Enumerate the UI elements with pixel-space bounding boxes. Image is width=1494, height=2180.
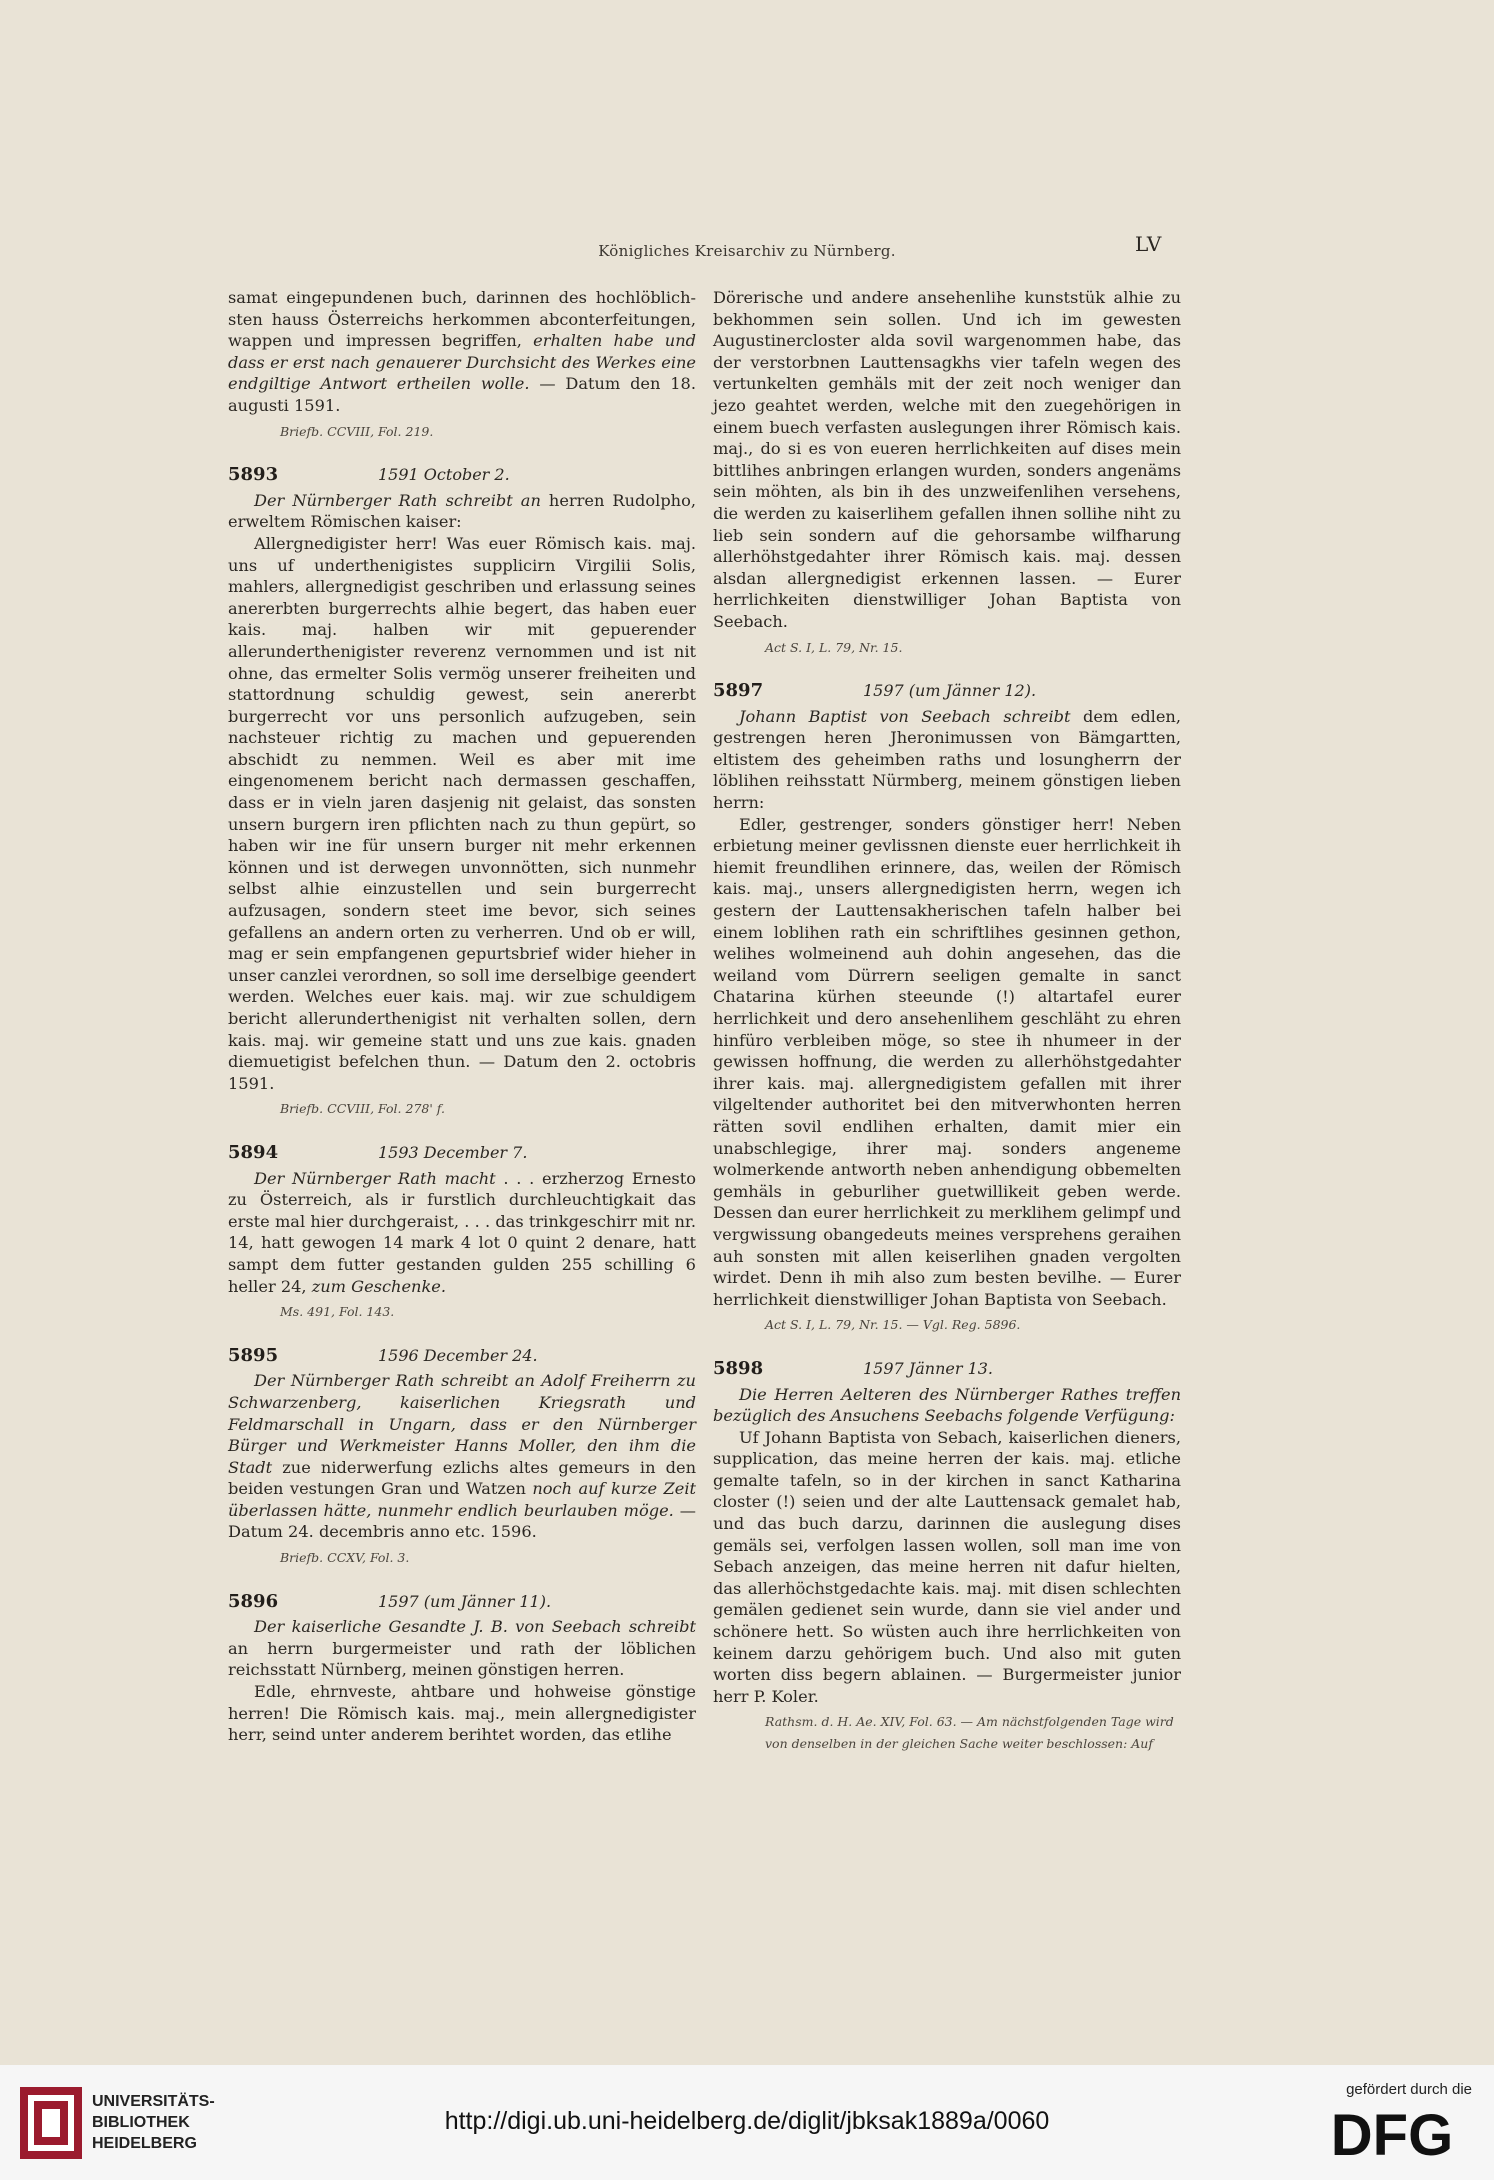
entry-date: 1597 Jänner 13.: [863, 1358, 994, 1378]
entry-5893: [228, 464, 696, 1120]
digitization-footer: [0, 2065, 1494, 2180]
entry-lead: Der kaiserliche Gesandte J. B. von Seebach schreibt an herrn burgermeister und rath der löblichen reichsstatt Nürnberg, meinen gönstigen herren.: [228, 1617, 696, 1680]
entry-number: 5897: [713, 680, 764, 702]
entry-date: 1597 (um Jänner 11).: [378, 1591, 552, 1611]
entry-number: 5896: [228, 1590, 279, 1612]
entry-5898: [713, 1358, 1181, 1755]
entry-5894: [228, 1142, 696, 1323]
entry-body: Allergnedigister herr! Was euer Römisch kais. maj. uns uf underthenigistes supplicirn Virgilii Solis, mahlers, allergnedigist geschriben und erlassung seines anererbten burgerrechts alhie begert, das haben euer kais. maj. halben wir mit gepuerender allerunderthenigister reverenz vernommen und ist nit ohne, das ermelter Solis vermög unserer freiheiten und stattordnung schuldig gewest, sein anererbt burgerrecht vor uns personlich aufzugeben, sein nachsteuer richtig zu machen und gepuerenden abschidt zu nemmen. Weil es aber mit ime eingenomenem bericht nach dermassen geschaffen, dass er in vieln jaren dasjenig nit gelaist, das sonsten unsern burgern iren pflichten nach zu thun gepürt, so haben wir ine für unsern burger nit mehr erkennen können und ist derwegen unvonnötten, sich nunmehr selbst alhie einzustellen und sein burgerrecht aufzusagen, sondern steet ime bevor, sich seines gefallens an andern orten zu verherren. Und ob er will, mag er sein empfangenen gepurtsbrief wider hieher in unser canzlei verordnen, so soll ime derselbige geendert werden. Welches euer kais. maj. wir zue schuldigem bericht allerunderthenigist nit verhalten sollen, dern kais. maj. wir gemeine statt und uns zue kais. gnaden diemuetigist befelchen thun. — Datum den 2. octobris 1591.: [228, 533, 696, 1093]
funding-note: gefördert durch die: [1346, 2081, 1472, 2098]
source-reference: Rathsm. d. H. Ae. XIV, Fol. 63. — Am nächstfolgenden Tage wird von denselben in der gleichen Sache weiter beschlossen: Auf: [765, 1714, 1174, 1751]
left-column: [228, 287, 696, 1746]
entry-date: 1591 October 2.: [378, 465, 510, 485]
entry-number: 5895: [228, 1344, 279, 1366]
source-reference: Act S. I, L. 79, Nr. 15. — Vgl. Reg. 5896.: [765, 1317, 1021, 1333]
entry-date: 1596 December 24.: [378, 1345, 538, 1365]
entry-lead: Der Nürnberger Rath schreibt an Adolf Freiherrn zu Schwarzenberg, kaiserlichen Kriegsrath und Feldmarschall in Ungarn, dass er den Nürnberger Bürger und Werkmeister Hanns Moller, den ihm die Stadt zue niderwerfung ezlichs altes gemeurs in den beiden vestungen Gran und Watzen noch auf kurze Zeit überlassen hätte, nunmehr endlich beurlauben möge. — Datum 24. decembris anno etc. 1596.: [228, 1371, 697, 1542]
page-number: LV: [1135, 232, 1163, 256]
entry-number: 5893: [228, 464, 279, 486]
dfg-logo-icon: [1312, 2103, 1472, 2163]
right-column: [713, 287, 1181, 1769]
entry-lead: Johann Baptist von Seebach schreibt dem edlen, gestrengen heren Jheronimussen von Bämgartten, eltistem des geheimben raths und losungherrn der löblihen reihsstatt Nürmberg, meinem gönstigen lieben herrn:: [713, 706, 1181, 813]
intro-paragraph: samat eingepundenen buch, darinnen des hochlöblich- sten hauss Österreichs herkommen abconterfeitungen, wappen und impressen begriffen, erhalten habe und dass er erst nach genauerer Durchsicht des Werkes eine endgiltige Antwort ertheilen wolle. — Datum den 18. augusti 1591.: [228, 288, 697, 415]
entry-date: 1593 December 7.: [378, 1142, 528, 1162]
entry-5896: [228, 1591, 696, 1746]
running-header: Königliches Kreisarchiv zu Nürnberg.: [598, 242, 896, 260]
source-reference: Act S. I, L. 79, Nr. 15.: [765, 639, 903, 655]
entry-date: 1597 (um Jänner 12).: [863, 681, 1037, 701]
svg-text:DFG: DFG: [1330, 2103, 1454, 2163]
source-reference: Briefb. CCVIII, Fol. 278' f.: [280, 1101, 445, 1117]
entry-number: 5894: [228, 1141, 279, 1163]
entry-body: Edle, ehrnveste, ahtbare und hohweise gönstige herren! Die Römisch kais. maj., mein allergnedigister herr, seind unter anderem berihtet worden, das etlihe: [228, 1682, 696, 1745]
source-reference: Briefb. CCVIII, Fol. 219.: [280, 423, 434, 439]
library-name: UNIVERSITÄTS- BIBLIOTHEK HEIDELBERG: [92, 2093, 215, 2152]
entry-body: Edler, gestrenger, sonders gönstiger herr! Neben erbietung meiner gevlissnen dienste euer herrlichkeit ih hiemit freundlihen erinnere, das, weilen der Römisch kais. maj., unsers allergnedigisten herrn, wegen ich gestern der Lauttensakherischen tafeln halber bei einem loblihen rath ein schriftlihes gesinnen gethon, welihes wolmeinend auh dohin angesehen, das die weiland vom Dürrern seeligen gemalte in sanct Chatarina kürhen steeunde (!) altartafel eurer herrlichkeit und dero ansehenlihem geschläht zu ehren hinfüro verbleiben möge, so stee ih nhumeer in der gewissen hoffnung, die werden zu allerhöhstgedahter ihrer kais. maj. allergnedigistem gefallen mit ihrer vilgeltender authoritet bei den mitverwhonten herren rätten sovil endlihen erhalten, damit mier ein unabschlegige, ihrer maj. sonders angeneme wolmerkende antworth neben anhendigung obbemelten gemhäls in geburliher guetwillikeit geben werde. Dessen dan eurer herrlichkeit zu merklihem gelimpf und vergwissung obangedeuts meines versprehens geraihen auh sonsten mit allen keiserlihen gnaden vergolten wirdet. Denn ih mih also zum besten bevilhe. — Eurer herrlichkeit dienstwilliger Johan Baptista von Seebach.: [713, 814, 1181, 1309]
source-reference: Briefb. CCXV, Fol. 3.: [280, 1550, 410, 1566]
entry-body: Uf Johann Baptista von Sebach, kaiserlichen dieners, supplication, das meine herren der kais. maj. etliche gemalte tafeln, so in der kirchen in sanct Katharina closter (!) seien und der alte Lauttensack gemalet hab, und das buch darzu, darinnen die auslegung dises gemäls sei, verfolgen lassen wollen, soll man ime von Sebach anzeigen, das meine herren nit dafur hielten, das allerhöchstgedachte kais. maj. mit disen schlechten gemälen gedienet sein wurde, dann sie viel ander und schönere hett. So wüsten auch ihre herrlichkeiten von keinem darzu gehörigem buch. Und also mit guten worten diss begern ablainen. — Burgermeister junior herr P. Koler.: [713, 1427, 1181, 1706]
entry-5895: [228, 1345, 696, 1569]
entry-lead: Die Herren Aelteren des Nürnberger Rathes treffen bezüglich des Ansuchens Seebachs folgende Verfügung:: [713, 1384, 1181, 1426]
entry-lead: Der Nürnberger Rath macht . . . erzherzog Ernesto zu Österreich, als ir furstlich durchleuchtigkait das erste mal hier durchgeraist, . . . das trinkgeschirr mit nr. 14, hatt gewogen 14 mark 4 lot 0 quint 2 denare, hatt sampt dem futter gestanden gulden 255 schilling 6 heller 24, zum Geschenke.: [228, 1168, 696, 1296]
entry-5897: [713, 680, 1181, 1336]
continuation-paragraph: Dörerische und andere ansehenlihe kunststük alhie zu bekhommen sein sollen. Und ich im gewesten Augustinercloster alda sovil wargenommen habe, das der verstorbnen Lauttensagkhs vier tafeln wegen des vertunkelten gemhäls mit der zeit noch weniger dan jezo geahtet werden, welche mit den zuegehörigen in einem buech verfasten auslegungen ihrer Römisch kais. maj., do si es von eueren herrlichkeiten auf dises mein bittlihes anbringen erlangen wurden, sonders angenäms sein möhten, als bin ih des unzweifenlihen versehens, die werden zu kaiserlihem gefallen ihnen sollihe niht zu lieb sein sondern auf die gehorsambe wilfharung allerhöhstgedahter ihrer Römisch kais. maj. dessen alsdan allergnedigist erkennen lassen. — Eurer herrlichkeiten dienstwilliger Johan Baptista von Seebach.: [713, 288, 1181, 631]
entry-lead: Der Nürnberger Rath schreibt an herren Rudolpho, erweltem Römischen kaiser:: [228, 490, 697, 532]
source-reference: Ms. 491, Fol. 143.: [280, 1304, 395, 1320]
entry-number: 5898: [713, 1357, 764, 1379]
permalink-url[interactable]: http://digi.ub.uni-heidelberg.de/diglit/jbksak1889a/0060: [444, 2107, 1050, 2135]
